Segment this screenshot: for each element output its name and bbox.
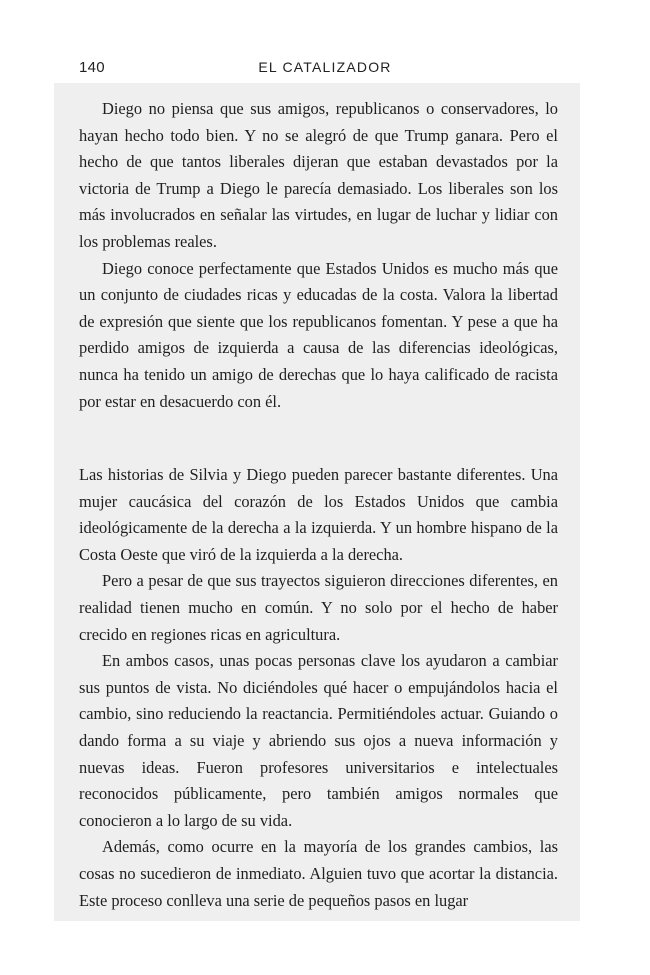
paragraph: Pero a pesar de que sus trayectos siguieron direcciones diferentes, en realidad tienen mucho en común. Y no solo por el hecho de haber crecido en regiones ricas en agricultura. [79, 571, 558, 644]
paragraph: En ambos casos, unas pocas personas clave los ayudaron a cambiar sus puntos de vista. No diciéndoles qué hacer o empujándolos hacia el cambio, sino reduciendo la reactancia. Permitiéndoles actuar. Guiando o dando forma a su viaje y abriendo sus ojos a nueva información y nuevas ideas. Fueron profesores universitarios e intelectuales reconocidos públicamente, pero también amigos normales que conocieron a lo largo de su vida. [79, 651, 558, 830]
text-section-2 [79, 462, 558, 914]
paragraph: Diego no piensa que sus amigos, republicanos o conservadores, lo hayan hecho todo bien. Y no se alegró de que Trump ganara. Pero el hecho de que tantos liberales dijeran que estaban devastados por la victoria de Trump a Diego le parecía demasiado. Los liberales son los más involucrados en señalar las virtudes, en lugar de luchar y lidiar con los problemas reales. [79, 99, 558, 251]
paragraph: Diego conoce perfectamente que Estados Unidos es mucho más que un conjunto de ciudades ricas y educadas de la costa. Valora la libertad de expresión que siente que los republicanos fomentan. Y pese a que ha perdido amigos de izquierda a causa de las diferencias ideológicas, nunca ha tenido un amigo de derechas que lo haya calificado de racista por estar en desacuerdo con él. [79, 258, 558, 411]
paragraph: Las historias de Silvia y Diego pueden parecer bastante diferentes. Una mujer caucásica del corazón de los Estados Unidos que cambia ideológicamente de la derecha a la izquierda. Y un hombre hispano de la Costa Oeste que viró de la izquierda a la derecha. [79, 465, 558, 564]
page-number: 140 [79, 59, 105, 76]
paragraph: Además, como ocurre en la mayoría de los grandes cambios, las cosas no sucedieron de inmediato. Alguien tuvo que acortar la distancia. Este proceso conlleva una serie de pequeños pasos en lugar [79, 837, 558, 910]
running-title: EL CATALIZADOR [258, 59, 392, 75]
text-section-1 [79, 96, 558, 415]
